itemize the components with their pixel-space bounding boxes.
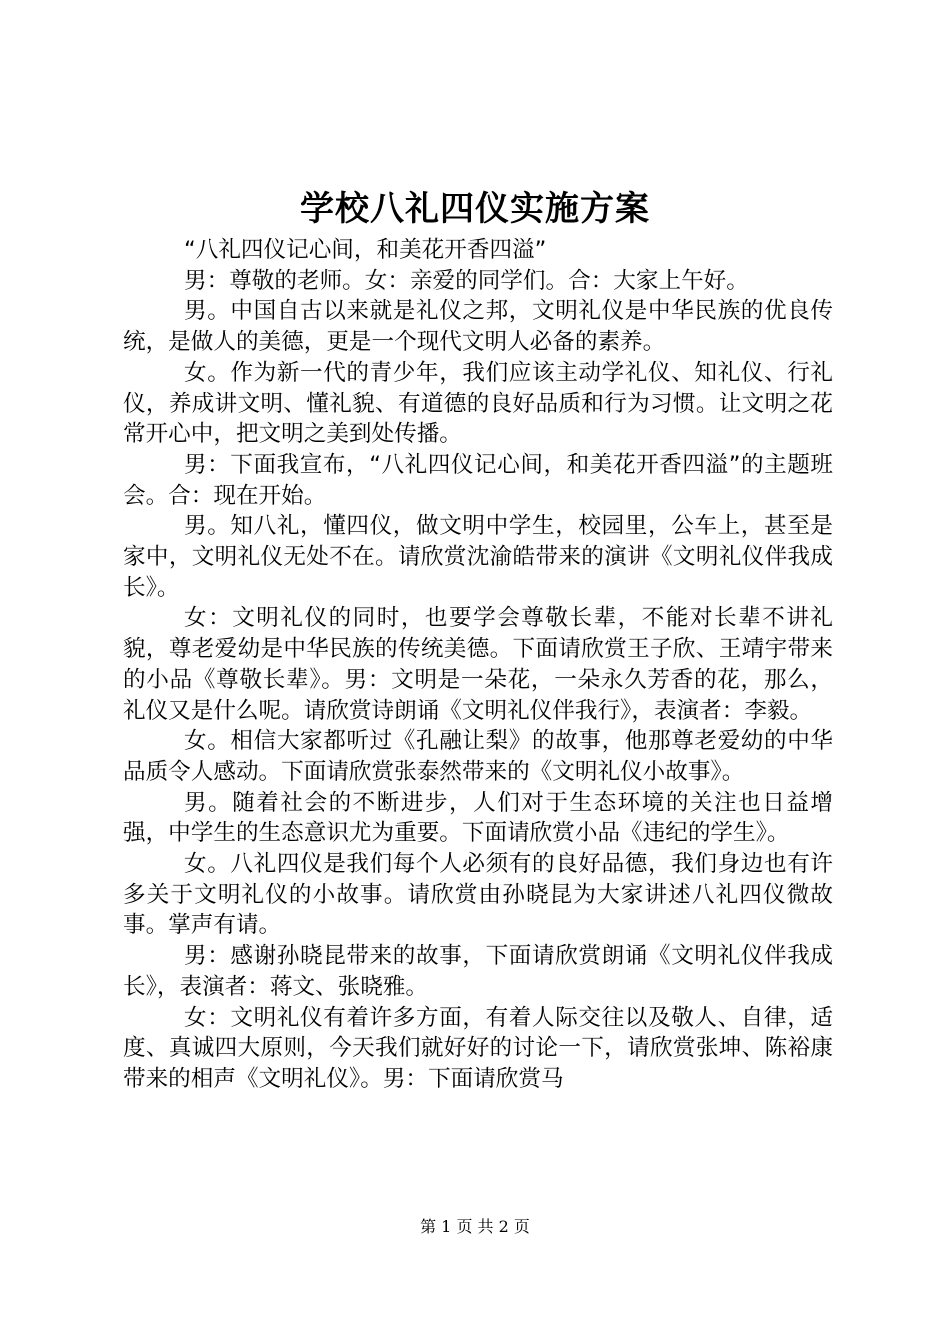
paragraph-theme: “八礼四仪记心间，和美花开香四溢” — [184, 237, 547, 263]
paragraph-micro-story: 女。八礼四仪是我们每个人必须有的良好品德，我们身边也有许多关于文明礼仪的小故事。请欣赏由孙晓昆为大家讲述八礼四仪微故事。掌声有请。 — [123, 851, 833, 939]
document-body — [123, 235, 833, 1095]
paragraph-ecology: 男。随着社会的不断进步，人们对于生态环境的关注也日益增强，中学生的生态意识尤为重要。下面请欣赏小品《违纪的学生》。 — [123, 789, 833, 847]
paragraph-kong-rong: 女。相信大家都听过《孔融让梨》的故事，他那尊老爱幼的中华品质令人感动。下面请欣赏张泰然带来的《文明礼仪小故事》。 — [123, 728, 833, 785]
paragraph-crosstalk: 女：文明礼仪有着许多方面，有着人际交往以及敬人、自律，适度、真诚四大原则，今天我们就好好的讨论一下，请欣赏张坤、陈裕康带来的相声《文明礼仪》。男：下面请欣赏马 — [123, 1004, 833, 1092]
paragraph-greeting: 男：尊敬的老师。女：亲爱的同学们。合：大家上午好。 — [184, 267, 749, 294]
page-number-footer: 第 1 页 共 2 页 — [420, 1217, 530, 1236]
paragraph-respect-elders: 女：文明礼仪的同时，也要学会尊敬长辈，不能对长辈不讲礼貌，尊老爱幼是中华民族的传统美德。下面请欣赏王子欣、王靖宇带来的小品《尊敬长辈》。男：文明是一朵花，一朵永久芳香的花，那么，礼仪又是什么呢。请欣赏诗朗诵《文明礼仪伴我行》，表演者：李毅。 — [123, 605, 833, 724]
paragraph-recitation: 男：感谢孙晓昆带来的故事，下面请欣赏朗诵《文明礼仪伴我成长》，表演者：蒋文、张晓雅。 — [123, 943, 833, 1000]
paragraph-announcement: 男：下面我宣布，“八礼四仪记心间，和美花开香四溢”的主题班会。合：现在开始。 — [123, 451, 833, 509]
document-title: 学校八礼四仪实施方案 — [300, 189, 650, 229]
paragraph-intro-female: 女。作为新一代的青少年，我们应该主动学礼仪、知礼仪、行礼仪，养成讲文明、懂礼貌、有道德的良好品质和行为习惯。让文明之花常开心中，把文明之美到处传播。 — [123, 359, 833, 448]
paragraph-speech: 男。知八礼，懂四仪，做文明中学生，校园里，公车上，甚至是家中，文明礼仪无处不在。请欣赏沈渝皓带来的演讲《文明礼仪伴我成长》。 — [123, 513, 833, 601]
paragraph-intro-male: 男。中国自古以来就是礼仪之邦，文明礼仪是中华民族的优良传统，是做人的美德，更是一个现代文明人必备的素养。 — [123, 298, 833, 356]
